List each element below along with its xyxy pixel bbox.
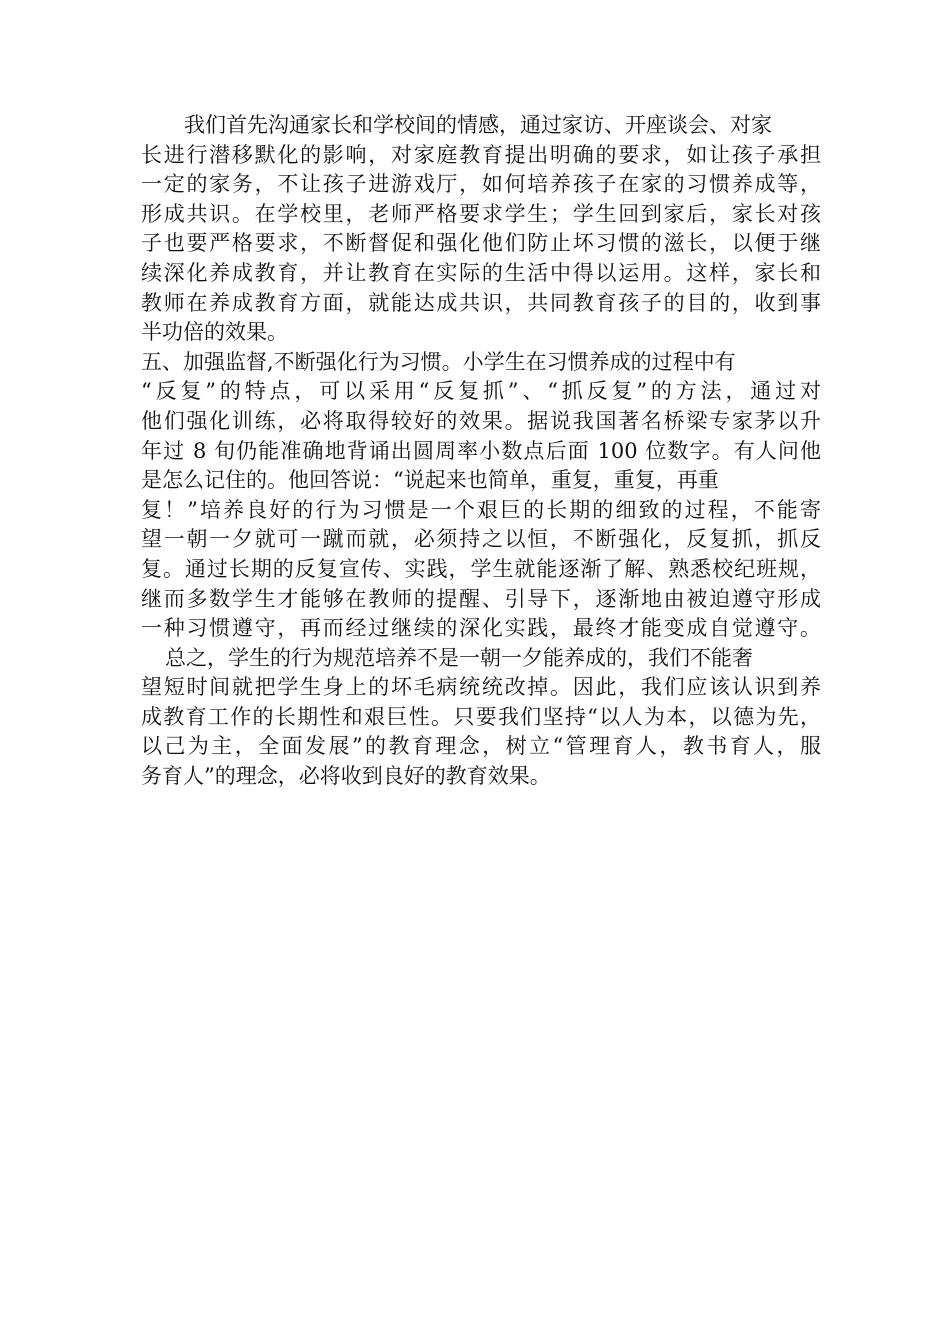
paragraph-line: 教师在养成教育方面，就能达成共识，共同教育孩子的目的，收到事 xyxy=(141,290,821,315)
paragraph-line: 我们首先沟通家长和学校间的情感，通过家访、开座谈会、对家 xyxy=(184,113,772,137)
paragraph-line: 成教育工作的长期性和艰巨性。只要我们坚持“以人为本，以德为先， xyxy=(141,704,821,729)
paragraph-line: 子也要严格要求，不断督促和强化他们防止坏习惯的滋长，以便于继 xyxy=(141,231,821,256)
paragraph-line: 年过 8 旬仍能准确地背诵出圆周率小数点后面 100 位数字。有人问他 xyxy=(141,438,821,463)
paragraph-line: 他们强化训练，必将取得较好的效果。据说我国著名桥梁专家茅以升 xyxy=(141,408,821,433)
paragraph-line: 形成共识。在学校里，老师严格要求学生；学生回到家后，家长对孩 xyxy=(141,201,821,226)
paragraph-line: 望一朝一夕就可一蹴而就，必须持之以恒，不断强化，反复抓，抓反 xyxy=(141,527,821,552)
paragraph-line: 半功倍的效果。 xyxy=(141,320,288,345)
paragraph-supervision-reinforcement xyxy=(141,348,821,644)
section-heading-line: 五、加强监督,不断强化行为习惯。小学生在习惯养成的过程中有 xyxy=(141,349,736,374)
paragraph-line: 一种习惯遵守，再而经过继续的深化实践，最终才能变成自觉遵守。 xyxy=(141,616,821,641)
paragraph-line: 一定的家务，不让孩子进游戏厅，如何培养孩子在家的习惯养成等， xyxy=(141,172,821,197)
paragraph-line: 长进行潜移默化的影响，对家庭教育提出明确的要求，如让孩子承担 xyxy=(141,142,821,167)
paragraph-line: “反复”的特点，可以采用“反复抓”、“抓反复”的方法，通过对 xyxy=(141,379,821,404)
paragraph-home-school-communication xyxy=(141,111,821,348)
paragraph-line: 是怎么记住的。他回答说：“说起来也简单，重复，重复，再重 xyxy=(141,468,719,493)
paragraph-line: 复。通过长期的反复宣传、实践，学生就能逐渐了解、熟悉校纪班规， xyxy=(141,556,821,581)
paragraph-line: 总之，学生的行为规范培养不是一朝一夕能养成的，我们不能奢 xyxy=(165,645,753,670)
paragraph-line: 继而多数学生才能够在教师的提醒、引导下，逐渐地由被迫遵守形成 xyxy=(141,586,821,611)
paragraph-line: 望短时间就把学生身上的坏毛病统统改掉。因此，我们应该认识到养 xyxy=(141,675,821,700)
document-body xyxy=(141,111,821,792)
paragraph-line: 务育人”的理念，必将收到良好的教育效果。 xyxy=(141,764,551,789)
paragraph-line: 以己为主，全面发展”的教育理念，树立“管理育人，教书育人，服 xyxy=(141,734,821,759)
paragraph-line: 复！”培养良好的行为习惯是一个艰巨的长期的细致的过程，不能寄 xyxy=(141,497,821,522)
paragraph-line: 续深化养成教育，并让教育在实际的生活中得以运用。这样，家长和 xyxy=(141,260,821,285)
paragraph-conclusion xyxy=(141,644,821,792)
